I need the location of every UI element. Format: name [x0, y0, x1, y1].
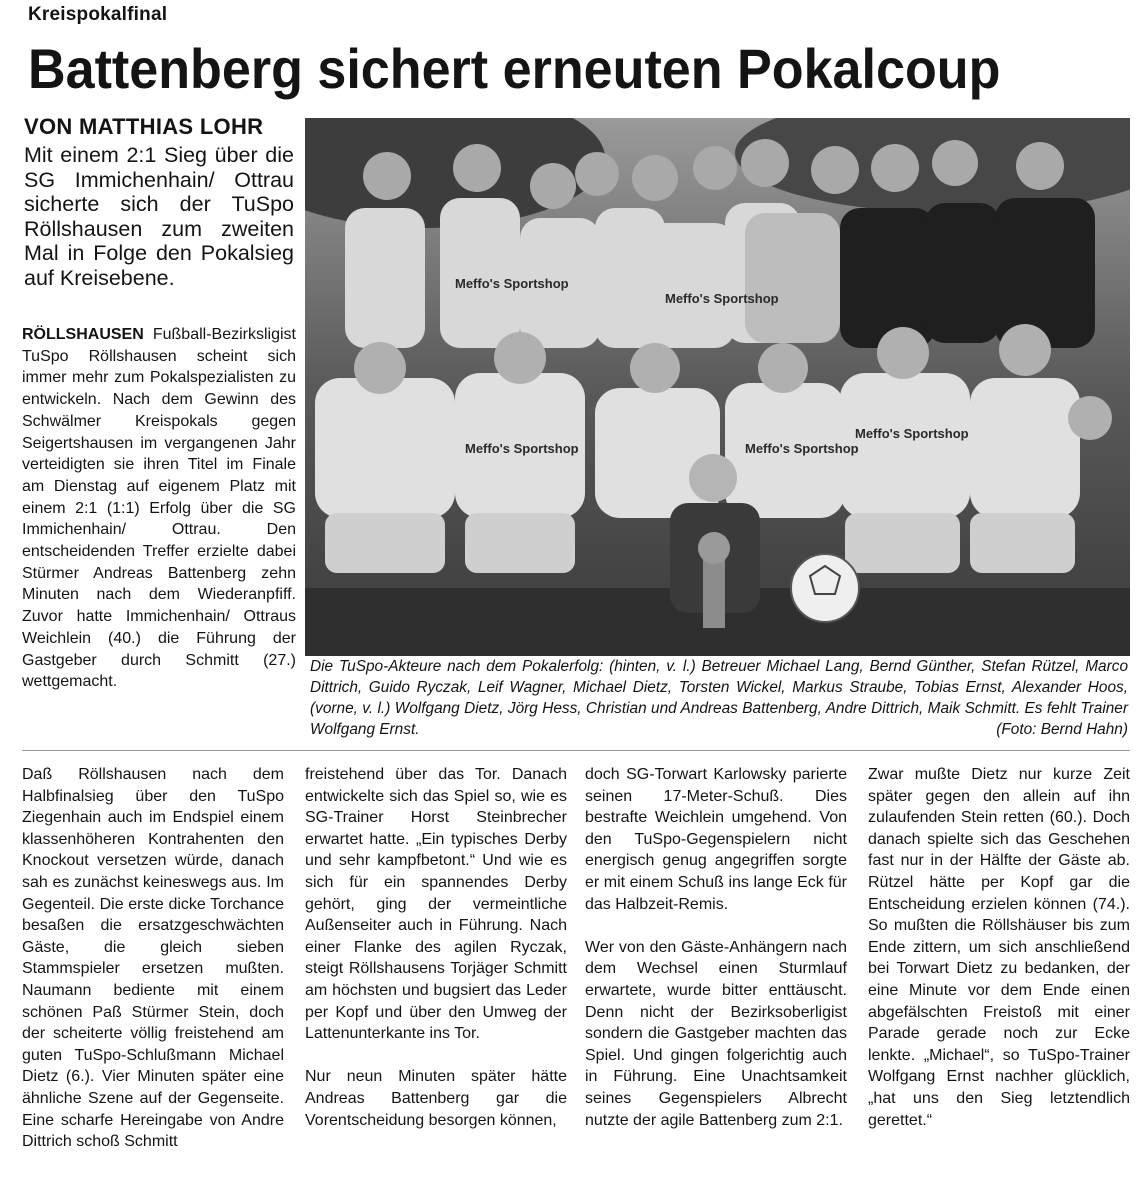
team-photo-illustration	[305, 118, 1130, 656]
intro-paragraph	[22, 324, 296, 693]
lead-paragraph: Mit einem 2:1 Sieg über die SG Immichenhain/ Ottrau sicherte sich der TuSpo Röllshausen zum zweiten Mal in Folge den Pokalsieg auf Kreisebene.	[24, 143, 294, 290]
section-divider	[22, 750, 1130, 751]
photo-caption	[310, 656, 1128, 740]
caption-text: Die TuSpo-Akteure nach dem Pokalerfolg: (hinten, v. l.) Betreuer Michael Lang, Bernd Günther, Stefan Rützel, Marco Dittrich, Guido Ryczak, Leif Wagner, Michael Dietz, Torsten Wickel, Markus Straube, Tobias Ernst, Alexander Hoos, (vorne, v. l.) Wolfgang Dietz, Jörg Hess, Christian und Andreas Battenberg, Andre Dittrich, Maik Schmitt. Es fehlt Trainer Wolfgang Ernst.	[310, 658, 1128, 738]
intro-text: Fußball-Bezirksligist TuSpo Röllshausen scheint sich immer mehr zum Pokalspezialisten zu entwickeln. Nach dem Gewinn des Schwälmer Kreispokals gegen Seigertshausen im vergangenen Jahr verteidigten sie ihren Titel im Finale am Dienstag auf eigenem Platz mit einem 2:1 (1:1) Erfolg über die SG Immichenhain/ Ottrau. Den entscheidenden Treffer erzielte dabei Stürmer Andreas Battenberg zehn Minuten nach dem Wiederanpfiff. Zuvor hatte Immichenhain/ Ottraus Weichlein (40.) die Führung der Gastgeber durch Schmitt (27.) wettgemacht.	[22, 326, 296, 691]
headline: Battenberg sichert erneuten Pokalcoup	[28, 37, 1001, 100]
sponsor-text: Meffo's Sportshop	[465, 441, 579, 456]
byline: VON MATTHIAS LOHR	[24, 114, 264, 139]
kicker-label: Kreispokalfinal	[28, 4, 168, 25]
dateline-city: RÖLLSHAUSEN	[22, 326, 144, 343]
article-paragraph: freistehend über das Tor. Danach entwickelte sich das Spiel so, wie es SG-Trainer Horst Steinbrecher erwartet hatte. „Ein typisches Derby und sehr kampfbetont.“ Und wie es sich für ein spannendes Derby gehört, ging der vermeintliche Außenseiter auch in Führung. Nach einer Flanke des agilen Ryczak, steigt Röllshausens Torjäger Schmitt am höchsten und bugsiert das Leder per Kopf und über den Umweg der Lattenunterkante ins Tor.	[305, 766, 567, 1043]
article-paragraph: Zwar mußte Dietz nur kurze Zeit später gegen den allein auf ihn zulaufenden Stein retten (60.). Doch danach spielte sich das Geschehen fast nur in der Hälfte der Gäste ab. Rützel hätte per Kopf gar die Entscheidung erzielen können (74.). So mußten die Röllshäuser bis zum Ende zittern, um sich anschließend bei Torwart Dietz zu bedanken, der eine Minute vor dem Ende einen abgefälschten Freistoß mit einer Parade gerade noch zur Ecke lenkte. „Michael“, so TuSpo-Trainer Wolfgang Ernst nachher glücklich, „hat uns den Sieg letztendlich gerettet.“	[868, 766, 1130, 1129]
article-column-2	[305, 764, 567, 1131]
sponsor-text: Meffo's Sportshop	[855, 426, 969, 441]
article-column-4	[868, 764, 1130, 1131]
sponsor-text: Meffo's Sportshop	[665, 291, 779, 306]
article-paragraph: Nur neun Minuten später hätte Andreas Battenberg gar die Vorentscheidung besorgen können,	[305, 1068, 567, 1129]
sponsor-text: Meffo's Sportshop	[745, 441, 859, 456]
article-paragraph: Daß Röllshausen nach dem Halbfinalsieg über den TuSpo Ziegenhain auch im Endspiel einem klassenhöheren Kontrahenten den Knockout versetzen würde, danach sah es zunächst keineswegs aus. Im Gegenteil. Die erste dicke Torchance besaßen die ersatzgeschwächten Gäste, die gleich sieben Stammspieler ersetzen mußten. Naumann bediente mit einem schönen Paß Stürmer Stein, doch der scheiterte völlig freistehend am guten TuSpo-Schlußmann Michael Dietz (6.). Vier Minuten später eine ähnliche Szene auf der Gegenseite. Eine scharfe Hereingabe von Andre Dittrich schoß Schmitt	[22, 766, 284, 1151]
article-paragraph: Wer von den Gäste-Anhängern nach dem Wechsel einen Sturmlauf erwartete, wurde bitter enttäuscht. Denn nicht der Bezirksoberligist sondern die Gastgeber machten das Spiel. Und gingen folgerichtig auch in Führung. Eine Unachtsamkeit seines Gegenspielers Albrecht nutzte der agile Battenberg zum 2:1.	[585, 938, 847, 1129]
sponsor-text: Meffo's Sportshop	[455, 276, 569, 291]
photo-credit: (Foto: Bernd Hahn)	[996, 721, 1128, 738]
article-column-3	[585, 764, 847, 1131]
article-paragraph: doch SG-Torwart Karlowsky parierte seinen 17-Meter-Schuß. Dies bestrafte Weichlein umgehend. Von den TuSpo-Gegenspielern nicht energisch genug angegriffen sorgte er mit einem Schuß ins lange Eck für das Halbzeit-Remis.	[585, 766, 847, 913]
article-column-1	[22, 764, 284, 1153]
team-photo	[305, 118, 1130, 656]
